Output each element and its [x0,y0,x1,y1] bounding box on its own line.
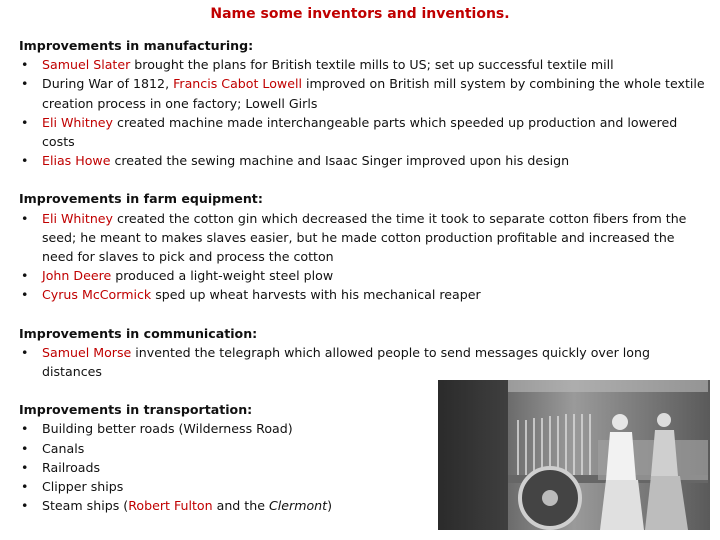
item-text: brought the plans for British textile mills to US; set up successful textile mill [130,57,614,73]
section-farm [19,189,709,304]
inventor-name: Cyrus McCormick [42,287,152,303]
list-item [19,113,709,151]
bullet-list [19,343,709,381]
section-heading: Improvements in farm equipment: [19,191,263,207]
bullet-list [19,209,709,305]
bullet-list [19,55,709,170]
list-item: • Railroads [19,458,709,477]
list-item [19,55,709,74]
inventor-name: Samuel Morse [42,344,132,360]
item-text: produced a light-weight steel plow [111,268,334,284]
inventor-name: Francis Cabot Lowell [173,76,302,92]
section-heading: Improvements in transportation: [19,402,253,418]
list-item [19,209,709,267]
item-prefix: During War of 1812, [42,76,174,92]
mill-workers-photo [438,380,710,530]
section-heading: Improvements in manufacturing: [19,38,254,53]
list-item: • Building better roads (Wilderness Road) [19,419,709,438]
photo-illustration [438,380,710,530]
list-item [19,285,709,304]
inventor-name: Eli Whitney [42,114,114,130]
item-text: created the sewing machine and Isaac Singer improved upon his design [110,153,570,169]
item-suffix: ) [327,498,333,514]
list-item [19,151,709,170]
inventor-name: Eli Whitney [42,210,114,226]
list-item [19,266,709,285]
item-prefix: Steam ships ( [42,498,129,514]
item-text: and the [212,498,269,514]
list-item [19,343,709,381]
inventor-name: Robert Fulton [128,498,213,514]
item-text: improved on British mill system by combining the whole textile creation process in one factory; Lowell Girls [42,76,705,111]
list-item: • Clipper ships [19,477,709,496]
item-text: sped up wheat harvests with his mechanical reaper [151,287,481,303]
section-communication [19,324,709,382]
item-text: created machine made interchangeable parts which speeded up production and lowered costs [42,114,678,150]
section-heading: Improvements in communication: [19,325,258,341]
list-item [19,74,709,112]
inventor-name: Samuel Slater [42,57,131,73]
inventor-name: John Deere [42,268,112,284]
section-manufacturing [19,36,709,170]
item-text: created the cotton gin which decreased the time it took to separate cotton fibers from the seed; he meant to makes slaves easier, but he made cotton production profitable and increased the need for slaves to pick and process the cotton [42,210,687,265]
item-text: invented the telegraph which allowed people to send messages quickly over long distances [42,344,650,380]
ship-name: Clermont [268,498,328,514]
list-item: • Canals [19,439,709,458]
inventor-name: Elias Howe [42,153,111,169]
slide-title: Name some inventors and inventions. [210,6,510,22]
